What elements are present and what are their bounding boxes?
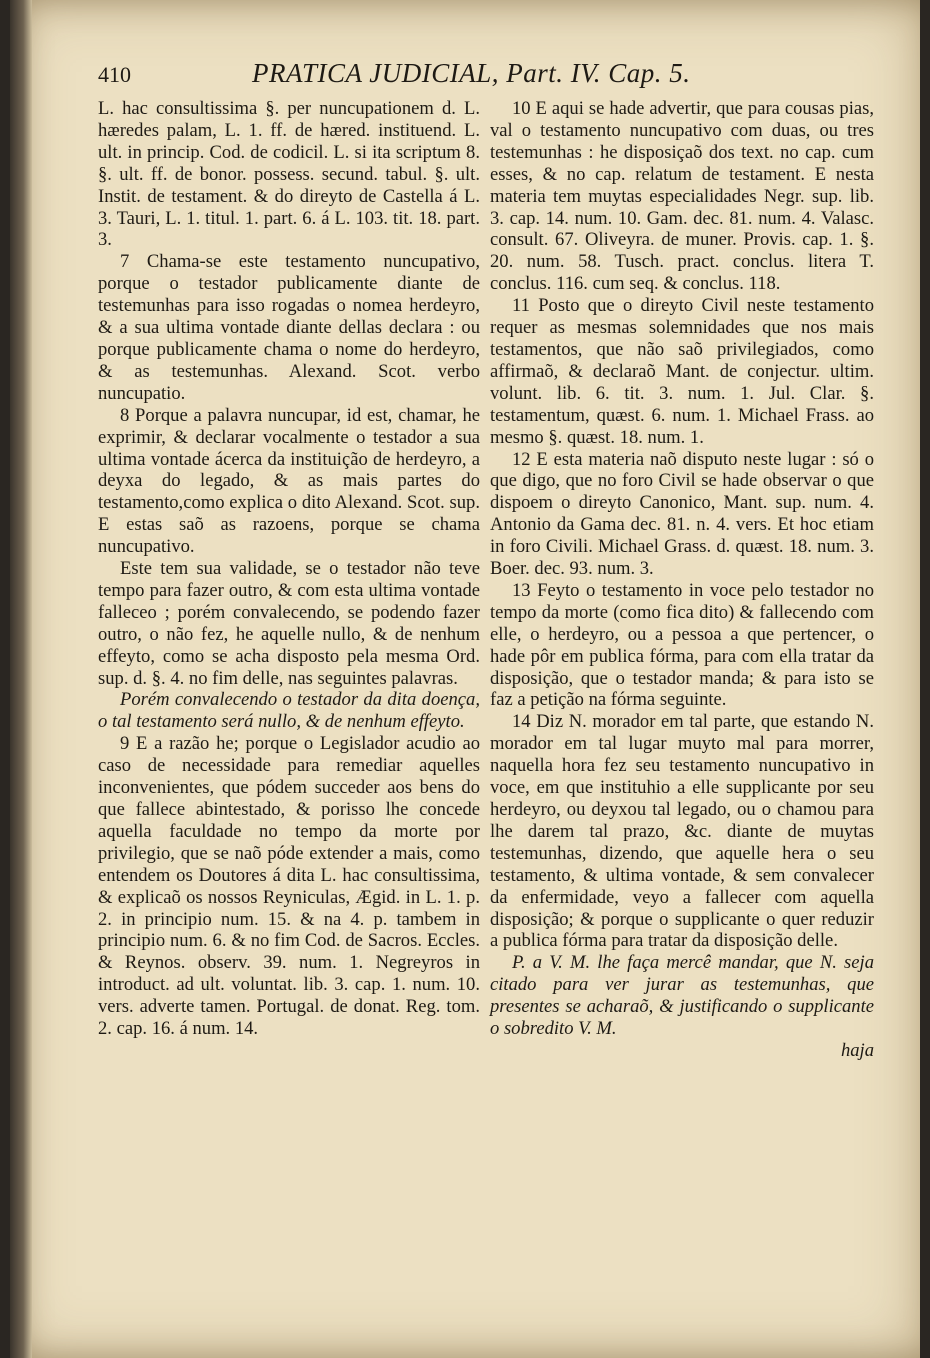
catchword: haja <box>840 1039 874 1061</box>
left-column <box>98 98 480 1040</box>
page-header <box>98 58 868 96</box>
running-title: PRATICA JUDICIAL, Part. IV. Cap. 5. <box>252 58 691 88</box>
paragraph-13: 13 Feyto o testamento in voce pelo testador no tempo da morte (como fica dito) & fallecendo com elle, o herdeyro, ou a pessoa a que pertencer, o hade pôr em publica fórma, para com ella tratar da disposição, que o testador manda; & para isto se faz a petição na fórma seguinte. <box>490 579 874 711</box>
paragraph-request: P. a V. M. lhe faça mercê mandar, que N. seja citado para ver jurar as testemunhas, que presentes se acharaõ, & justificando o supplicante o sobredito V. M. <box>490 952 874 1040</box>
paragraph-11: 11 Posto que o direyto Civil neste testamento requer as mesmas solemnidades que nos mais testamentos, que não saõ privilegiados, como affirmaõ, & declaraõ Mant. de conjectur. ultim. volunt. lib. 6. tit. 3. num. 1. Jul. Clar. §. testamentum, quæst. 6. num. 1. Michael Frass. ao mesmo §. quæst. 18. num. 1. <box>490 295 874 448</box>
right-column <box>490 98 874 1062</box>
paragraph-12: 12 E esta materia naõ disputo neste lugar : só o que digo, que no foro Civil se hade observar o que dispoem o direyto Canonico, Mant. sup. num. 4. Antonio da Gama dec. 81. n. 4. vers. Et hoc etiam in foro Civili. Michael Grass. d. quæst. 18. num. 3. Boer. dec. 93. num. 3. <box>490 448 874 580</box>
book-gutter <box>10 0 32 1358</box>
paragraph-citation-cont: L. hac consultissima §. per nuncupationem d. L. hæredes palam, L. 1. ff. de hæred. instituend. L. ult. in princip. Cod. de codicil. L. si ita scriptum 8. §. ult. ff. de bonor. possess. secund. tabul. §. ult. Instit. de testament. & do direyto de Castella á L. 3. Tauri, L. 1. titul. 1. part. 6. á L. 103. tit. 18. part. 3. <box>98 98 480 251</box>
book-page <box>10 0 920 1358</box>
paragraph-14-petition: 14 Diz N. morador em tal parte, que estando N. morador em tal lugar muyto mal para morrer, naquella hora fez seu testamento nuncupativo in voce, em que instituhio a elle supplicante por seu herdeyro, ou deyxou tal legado, ou o chamou para lhe darem tal prazo, &c. diante de muytas testemunhas, dizendo, que aquelle hera o seu testamento, & ultima vontade, & sem convalecer da enfermidade, veyo a fallecer com aquella disposição; & porque o supplicante o quer reduzir a publica fórma para tratar da disposição delle. <box>490 711 874 952</box>
paragraph-9: 9 E a razão he; porque o Legislador acudio ao caso de necessidade para remediar aquelles inconvenientes, que pódem succeder aos bens do que fallece abintestado, & porisso lhe concede aquella faculdade no tempo da morte por privilegio, que se naõ póde extender a mais, como entendem os Doutores á dita L. hac consultissima, & explicaõ os nossos Reyniculas, Ægid. in L. 1. p. 2. in principio num. 15. & na 4. p. tambem in principio num. 6. & no fim Cod. de Sacros. Eccles. & Reynos. observ. 39. num. 1. Negreyros in introduct. ad ult. voluntat. lib. 3. cap. 1. num. 10. vers. adverte tamen. Portugal. de donat. Reg. tom. 2. cap. 16. á num. 14. <box>98 733 480 1040</box>
paragraph-validity: Este tem sua validade, se o testador não teve tempo para fazer outro, & com esta ultima vontade falleceo ; porém convalecendo, se podendo fazer outro, o não fez, he aquelle nullo, & de nenhum effeyto, como se acha disposto pela mesma Ord. sup. d. §. 4. no fim delle, nas seguintes palavras. <box>98 558 480 689</box>
paragraph-10: 10 E aqui se hade advertir, que para cousas pias, val o testamento nuncupativo com duas, ou tres testemunhas : he disposiçaõ dos text. no cap. cum esses, & no cap. relatum de testament. E nesta materia tem muytas especialidades Negr. sup. lib. 3. cap. 14. num. 10. Gam. dec. 81. num. 4. Valasc. consult. 67. Oliveyra. de muner. Provis. cap. 1. §. 20. num. 58. Tusch. pract. conclus. litera T. conclus. 116. cum seq. & conclus. 118. <box>490 98 874 295</box>
page-number: 410 <box>98 62 131 87</box>
paragraph-7: 7 Chama-se este testamento nuncupativo, porque o testador publicamente diante de testemunhas para isso rogadas o nomea herdeyro, & a sua ultima vontade diante dellas declara : ou porque publicamente chama o nome do herdeyro, & as testemunhas. Alexand. Scot. verbo nuncupatio. <box>98 251 480 404</box>
paragraph-quote: Porém convalecendo o testador da dita doença, o tal testamento será nullo, & de nenhum effeyto. <box>98 689 480 733</box>
paragraph-8: 8 Porque a palavra nuncupar, id est, chamar, he exprimir, & declarar vocalmente o testador a sua ultima vontade ácerca da instituição de herdeyro, a deyxa do legado, & as mais partes do testamento,como explica o dito Alexand. Scot. sup. E estas saõ as razoens, porque se chama nuncupativo. <box>98 404 480 558</box>
